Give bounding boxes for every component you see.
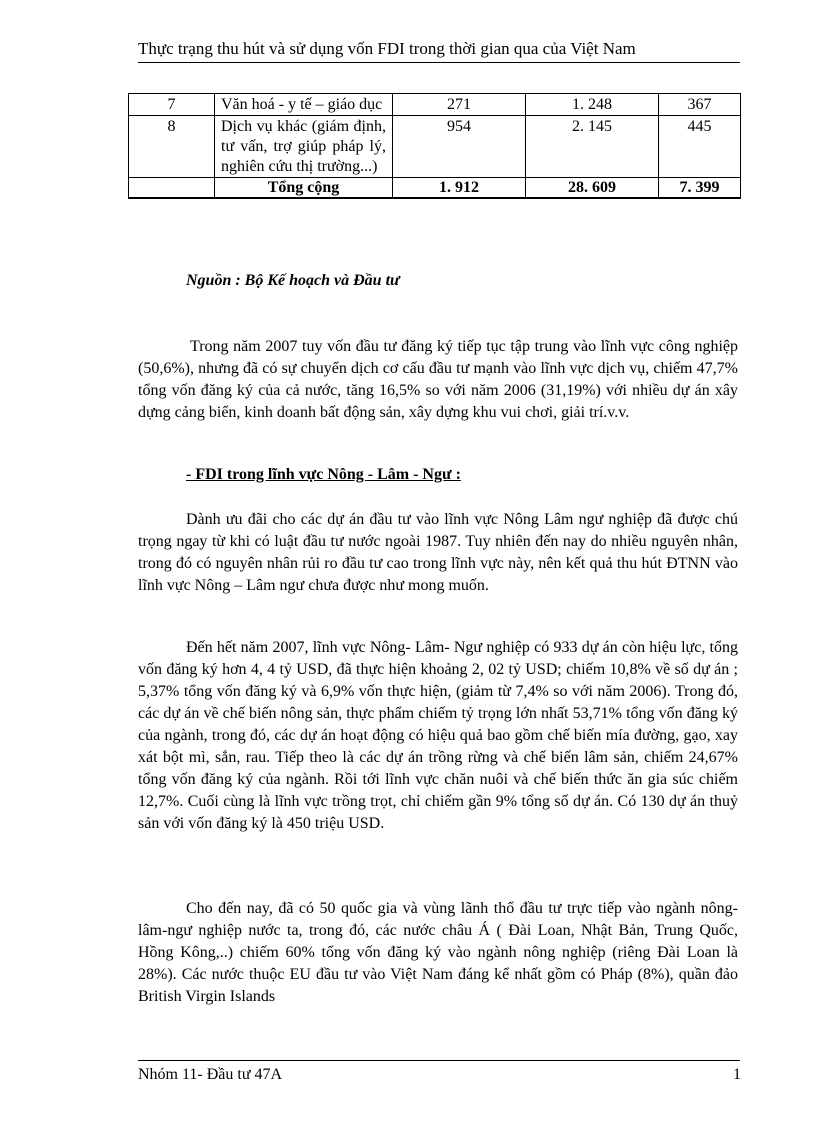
table-total-row xyxy=(129,178,741,199)
row-sector: Văn hoá - y tế – giáo dục xyxy=(215,94,393,116)
table-row xyxy=(129,94,741,116)
row-value-3: 367 xyxy=(659,94,741,116)
footer-group-label: Nhóm 11- Đầu tư 47A xyxy=(138,1066,283,1083)
row-value-3: 445 xyxy=(659,116,741,178)
row-value-2: 2. 145 xyxy=(526,116,659,178)
total-value-2: 28. 609 xyxy=(526,178,659,199)
paragraph-investor-countries: Cho đến nay, đã có 50 quốc gia và vùng lãnh thổ đầu tư trực tiếp vào ngành nông-lâm-ngư nghiệp nước ta, trong đó, các nước châu Á ( Đài Loan, Nhật Bản, Trung Quốc, Hồng Kông,..) chiếm 60% tổng vốn đăng ký vào ngành nông nghiệp (riêng Đài Loan là 28%). Các nước thuộc EU đầu tư vào Việt Nam đáng kể nhất gồm có Pháp (8%), quần đảo British Virgin Islands xyxy=(138,900,738,1005)
page-number: 1 xyxy=(733,1066,741,1083)
table-row xyxy=(129,116,741,178)
section-heading-agriculture: - FDI trong lĩnh vực Nông - Lâm - Ngư : xyxy=(186,466,461,483)
total-value-1: 1. 912 xyxy=(393,178,526,199)
total-label: Tổng cộng xyxy=(215,178,393,199)
row-index: 8 xyxy=(129,116,215,178)
total-empty-cell xyxy=(129,178,215,199)
table-source: Nguồn : Bộ Kế hoạch và Đầu tư xyxy=(186,272,400,289)
total-value-3: 7. 399 xyxy=(659,178,741,199)
row-sector: Dịch vụ khác (giám định, tư vấn, trợ giúp pháp lý, nghiên cứu thị trường...) xyxy=(215,116,393,178)
page-header-title: Thực trạng thu hút và sử dụng vốn FDI trong thời gian qua của Việt Nam xyxy=(138,37,740,63)
row-value-2: 1. 248 xyxy=(526,94,659,116)
paragraph-investment-2007: Trong năm 2007 tuy vốn đầu tư đăng ký tiếp tục tập trung vào lĩnh vực công nghiệp (50,6%), nhưng đã có sự chuyển dịch cơ cấu đầu tư mạnh vào lĩnh vực dịch vụ, chiếm 47,7% tổng vốn đăng ký của cả nước, tăng 16,5% so với năm 2006 (31,19%) với nhiều dự án xây dựng cảng biển, kinh doanh bất động sản, xây dựng khu vui chơi, giải trí.v.v. xyxy=(138,338,738,421)
row-index: 7 xyxy=(129,94,215,116)
footer-divider xyxy=(138,1060,740,1061)
paragraph-agriculture-2007: Đến hết năm 2007, lĩnh vực Nông- Lâm- Ngư nghiệp có 933 dự án còn hiệu lực, tổng vốn đăng ký hơn 4, 4 tỷ USD, đã thực hiện khoảng 2, 02 tỷ USD; chiếm 10,8% về số dự án ; 5,37% tổng vốn đăng ký và 6,9% vốn thực hiện, (giảm từ 7,4% so với năm 2006). Trong đó, các dự án về chế biến nông sản, thực phẩm chiếm tỷ trọng lớn nhất 53,71% tổng vốn đăng ký của ngành, trong đó, các dự án hoạt động có hiệu quả bao gồm chế biến mía đường, gạo, xay xát bột mì, sắn, rau. Tiếp theo là các dự án trồng rừng và chế biến lâm sản, chiếm 24,67% tổng vốn đăng ký của ngành. Rồi tới lĩnh vực chăn nuôi và chế biến thức ăn gia súc chiếm 12,7%. Cuối cùng là lĩnh vực trồng trọt, chỉ chiếm gần 9% tổng số dự án. Có 130 dự án thuỷ sản với vốn đăng ký là 450 triệu USD. xyxy=(138,639,738,832)
row-value-1: 954 xyxy=(393,116,526,178)
paragraph-agriculture-incentives: Dành ưu đãi cho các dự án đầu tư vào lĩnh vực Nông Lâm ngư nghiệp đã được chú trọng ngay từ khi có luật đầu tư nước ngoài 1987. Tuy nhiên đến nay do nhiều nguyên nhân, trong đó có nguyên nhân rủi ro đầu tư cao trong lĩnh vực này, nên kết quả thu hút ĐTNN vào lĩnh vực Nông – Lâm ngư chưa được như mong muốn. xyxy=(138,511,738,594)
row-value-1: 271 xyxy=(393,94,526,116)
fdi-sector-table xyxy=(128,93,741,199)
